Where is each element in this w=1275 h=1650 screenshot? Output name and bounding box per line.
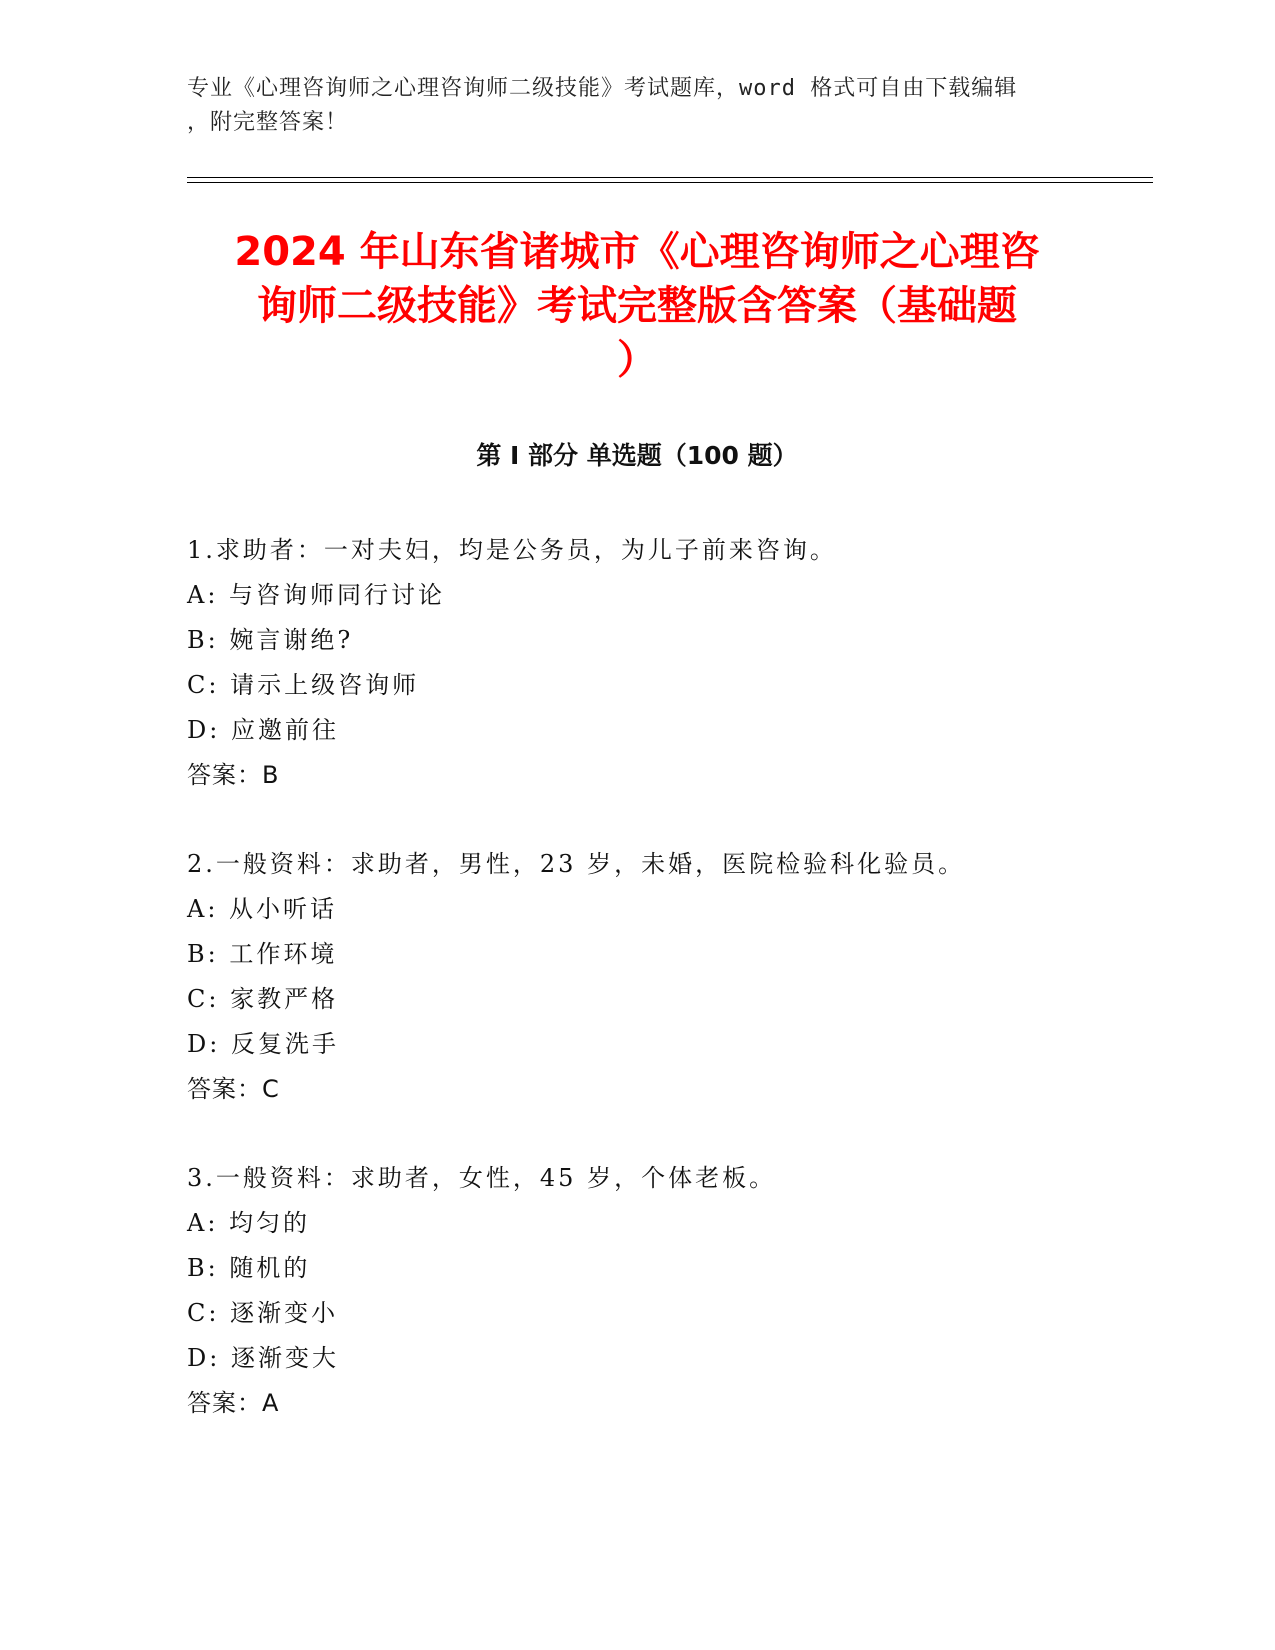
document-title-line-1: 2024 年山东省诸城市《心理咨询师之心理咨 (234, 229, 1040, 275)
question-3 (187, 1156, 1153, 1426)
header-divider-bottom (187, 182, 1153, 183)
question-stem: 3.一般资料：求助者，女性，45 岁，个体老板。 (187, 1164, 777, 1192)
answer: 答案：B (187, 761, 280, 789)
option-b: B: 随机的 (187, 1254, 311, 1282)
option-c: C: 请示上级咨询师 (187, 671, 420, 699)
header-divider-top (187, 177, 1153, 178)
option-a: A: 与咨询师同行讨论 (187, 581, 446, 609)
option-b: B: 婉言谢绝? (187, 626, 354, 654)
question-stem: 2.一般资料：求助者，男性，23 岁，未婚，医院检验科化验员。 (187, 850, 966, 878)
header-note (187, 72, 1087, 140)
header-note-line-1: 专业《心理咨询师之心理咨询师二级技能》考试题库，word 格式可自由下载编辑 (187, 76, 1018, 101)
option-a: A: 均匀的 (187, 1209, 311, 1237)
answer: 答案：C (187, 1075, 280, 1103)
option-a: A: 从小听话 (187, 895, 338, 923)
section-title: 第 I 部分 单选题（100 题） (476, 441, 798, 470)
document-title-line-2: 询师二级技能》考试完整版含答案（基础题 (257, 283, 1017, 329)
option-c: C: 家教严格 (187, 985, 339, 1013)
option-d: D: 反复洗手 (187, 1030, 339, 1058)
answer: 答案：A (187, 1389, 280, 1417)
question-list (187, 528, 1153, 1470)
document-title-line-3: ） (617, 337, 657, 383)
option-d: D: 应邀前往 (187, 716, 339, 744)
option-b: B: 工作环境 (187, 940, 338, 968)
header-note-line-2: ，附完整答案！ (187, 110, 349, 135)
question-stem: 1.求助者：一对夫妇，均是公务员，为儿子前来咨询。 (187, 536, 837, 564)
document-title (187, 225, 1087, 387)
question-1 (187, 528, 1153, 798)
question-2 (187, 842, 1153, 1112)
option-c: C: 逐渐变小 (187, 1299, 339, 1327)
option-d: D: 逐渐变大 (187, 1344, 339, 1372)
